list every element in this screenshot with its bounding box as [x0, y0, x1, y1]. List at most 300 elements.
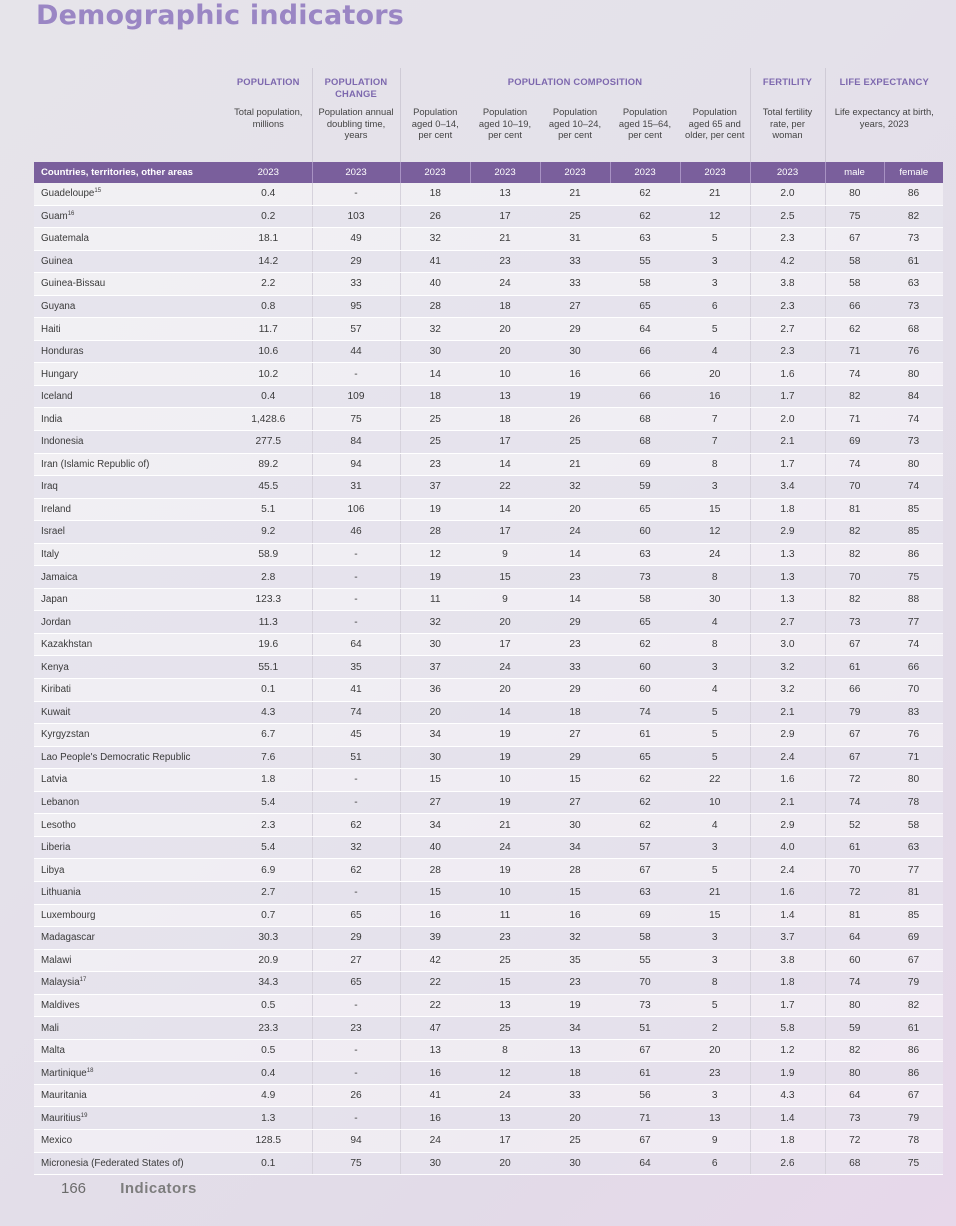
cell-aged-10-19: 13 — [470, 183, 540, 205]
footnote-marker: 16 — [67, 210, 75, 217]
cell-aged-10-24: 16 — [540, 363, 610, 386]
cell-life-expectancy-female: 67 — [884, 949, 943, 972]
table-row — [34, 611, 943, 634]
cell-life-expectancy-female: 74 — [884, 476, 943, 499]
cell-life-expectancy-female: 66 — [884, 656, 943, 679]
group-header-fertility: FERTILITY — [750, 68, 825, 102]
country-name: Lesotho — [41, 819, 76, 831]
cell-aged-15-64: 51 — [610, 1017, 680, 1040]
cell-aged-10-19: 19 — [470, 791, 540, 814]
cell-aged-65: 5 — [680, 859, 750, 882]
cell-aged-15-64: 58 — [610, 588, 680, 611]
cell-life-expectancy-male: 82 — [825, 521, 884, 544]
cell-doubling-time: 74 — [312, 701, 400, 724]
cell-aged-10-19: 22 — [470, 476, 540, 499]
group-header-row — [34, 68, 943, 102]
cell-country — [34, 836, 225, 859]
cell-fertility-rate: 1.3 — [750, 566, 825, 589]
cell-aged-10-19: 24 — [470, 836, 540, 859]
cell-doubling-time: 75 — [312, 1152, 400, 1175]
cell-aged-10-24: 29 — [540, 318, 610, 341]
cell-fertility-rate: 2.9 — [750, 521, 825, 544]
cell-total-population: 19.6 — [225, 633, 312, 656]
cell-aged-10-19: 23 — [470, 250, 540, 273]
cell-doubling-time: - — [312, 183, 400, 205]
country-name: Iceland — [41, 391, 73, 403]
cell-life-expectancy-male: 82 — [825, 385, 884, 408]
cell-life-expectancy-female: 77 — [884, 859, 943, 882]
cell-aged-10-19: 13 — [470, 994, 540, 1017]
cell-country — [34, 431, 225, 454]
cell-life-expectancy-female: 80 — [884, 363, 943, 386]
cell-aged-10-19: 19 — [470, 859, 540, 882]
cell-life-expectancy-female: 81 — [884, 881, 943, 904]
cell-aged-15-64: 65 — [610, 746, 680, 769]
footnote-marker: 15 — [94, 188, 102, 195]
cell-aged-65: 3 — [680, 656, 750, 679]
table-row — [34, 949, 943, 972]
cell-country — [34, 521, 225, 544]
cell-country — [34, 1152, 225, 1175]
cell-aged-65: 8 — [680, 633, 750, 656]
cell-aged-0-14: 25 — [400, 431, 470, 454]
cell-aged-0-14: 28 — [400, 521, 470, 544]
cell-aged-0-14: 32 — [400, 318, 470, 341]
country-name: Iraq — [41, 481, 58, 493]
cell-life-expectancy-female: 86 — [884, 1039, 943, 1062]
cell-life-expectancy-female: 83 — [884, 701, 943, 724]
cell-aged-10-19: 10 — [470, 363, 540, 386]
country-name: Mauritius — [41, 1112, 81, 1124]
cell-life-expectancy-male: 81 — [825, 498, 884, 521]
cell-total-population: 6.7 — [225, 724, 312, 747]
country-name: Malta — [41, 1045, 65, 1057]
cell-aged-10-19: 17 — [470, 633, 540, 656]
cell-life-expectancy-male: 67 — [825, 746, 884, 769]
cell-aged-0-14: 15 — [400, 769, 470, 792]
cell-life-expectancy-male: 73 — [825, 1107, 884, 1130]
cell-life-expectancy-male: 66 — [825, 295, 884, 318]
header-year-fertility: 2023 — [750, 162, 825, 183]
cell-aged-65: 21 — [680, 183, 750, 205]
cell-aged-0-14: 30 — [400, 633, 470, 656]
cell-aged-10-19: 21 — [470, 814, 540, 837]
country-name: Haiti — [41, 323, 61, 335]
cell-life-expectancy-female: 74 — [884, 633, 943, 656]
cell-aged-15-64: 58 — [610, 273, 680, 296]
cell-aged-65: 23 — [680, 1062, 750, 1085]
cell-total-population: 10.2 — [225, 363, 312, 386]
cell-aged-15-64: 66 — [610, 385, 680, 408]
cell-aged-10-19: 10 — [470, 769, 540, 792]
cell-life-expectancy-male: 68 — [825, 1152, 884, 1175]
header-year-aged-10-24: 2023 — [540, 162, 610, 183]
cell-aged-0-14: 15 — [400, 881, 470, 904]
cell-aged-65: 3 — [680, 836, 750, 859]
cell-aged-0-14: 12 — [400, 543, 470, 566]
group-header-blank — [34, 68, 225, 102]
cell-life-expectancy-female: 82 — [884, 205, 943, 228]
country-name: Mexico — [41, 1135, 73, 1147]
cell-aged-15-64: 65 — [610, 498, 680, 521]
table-row — [34, 340, 943, 363]
cell-aged-15-64: 62 — [610, 633, 680, 656]
cell-aged-10-24: 24 — [540, 521, 610, 544]
cell-fertility-rate: 3.8 — [750, 273, 825, 296]
cell-life-expectancy-male: 80 — [825, 1062, 884, 1085]
cell-total-population: 4.3 — [225, 701, 312, 724]
cell-doubling-time: 32 — [312, 836, 400, 859]
cell-life-expectancy-male: 64 — [825, 927, 884, 950]
cell-aged-65: 30 — [680, 588, 750, 611]
cell-aged-65: 6 — [680, 295, 750, 318]
cell-doubling-time: 62 — [312, 859, 400, 882]
cell-aged-10-19: 17 — [470, 1129, 540, 1152]
country-name: Italy — [41, 549, 59, 561]
cell-aged-15-64: 67 — [610, 859, 680, 882]
cell-total-population: 89.2 — [225, 453, 312, 476]
country-name: Malaysia — [41, 977, 80, 989]
cell-aged-10-19: 8 — [470, 1039, 540, 1062]
table-row — [34, 1062, 943, 1085]
cell-aged-10-24: 35 — [540, 949, 610, 972]
cell-aged-15-64: 59 — [610, 476, 680, 499]
country-name: Martinique — [41, 1067, 87, 1079]
cell-aged-10-24: 27 — [540, 295, 610, 318]
cell-fertility-rate: 1.7 — [750, 994, 825, 1017]
cell-fertility-rate: 4.3 — [750, 1084, 825, 1107]
cell-life-expectancy-male: 67 — [825, 633, 884, 656]
table-row — [34, 836, 943, 859]
cell-country — [34, 1062, 225, 1085]
header-year-doubling-time: 2023 — [312, 162, 400, 183]
cell-aged-0-14: 22 — [400, 972, 470, 995]
cell-aged-10-19: 14 — [470, 453, 540, 476]
cell-life-expectancy-female: 73 — [884, 228, 943, 251]
header-year-population: 2023 — [225, 162, 312, 183]
cell-life-expectancy-male: 75 — [825, 205, 884, 228]
cell-life-expectancy-male: 74 — [825, 363, 884, 386]
cell-aged-65: 5 — [680, 701, 750, 724]
cell-life-expectancy-female: 63 — [884, 836, 943, 859]
cell-life-expectancy-male: 72 — [825, 1129, 884, 1152]
cell-life-expectancy-female: 82 — [884, 994, 943, 1017]
country-name: Kyrgyzstan — [41, 729, 90, 741]
cell-doubling-time: - — [312, 769, 400, 792]
cell-fertility-rate: 2.9 — [750, 814, 825, 837]
demographic-indicators-table — [34, 68, 943, 1175]
cell-fertility-rate: 1.8 — [750, 972, 825, 995]
cell-aged-0-14: 19 — [400, 566, 470, 589]
header-year-aged-10-19: 2023 — [470, 162, 540, 183]
cell-aged-65: 3 — [680, 949, 750, 972]
cell-aged-10-24: 29 — [540, 679, 610, 702]
cell-aged-65: 5 — [680, 994, 750, 1017]
cell-doubling-time: - — [312, 543, 400, 566]
cell-aged-0-14: 32 — [400, 228, 470, 251]
cell-aged-15-64: 63 — [610, 881, 680, 904]
table-row — [34, 1039, 943, 1062]
table-row — [34, 1152, 943, 1175]
country-name: Kazakhstan — [41, 639, 93, 651]
table-row — [34, 498, 943, 521]
column-description-total-population: Total population, millions — [234, 106, 303, 129]
cell-aged-10-19: 13 — [470, 385, 540, 408]
cell-fertility-rate: 2.3 — [750, 340, 825, 363]
cell-aged-10-24: 30 — [540, 814, 610, 837]
country-name: Lithuania — [41, 887, 81, 899]
cell-total-population: 18.1 — [225, 228, 312, 251]
cell-aged-65: 15 — [680, 498, 750, 521]
cell-total-population: 5.4 — [225, 791, 312, 814]
cell-country — [34, 859, 225, 882]
cell-aged-15-64: 66 — [610, 340, 680, 363]
cell-aged-10-24: 21 — [540, 453, 610, 476]
cell-doubling-time: 35 — [312, 656, 400, 679]
cell-aged-0-14: 34 — [400, 814, 470, 837]
cell-life-expectancy-male: 70 — [825, 566, 884, 589]
cell-aged-15-64: 62 — [610, 814, 680, 837]
table-row — [34, 273, 943, 296]
cell-aged-10-19: 20 — [470, 318, 540, 341]
cell-aged-15-64: 55 — [610, 949, 680, 972]
cell-total-population: 277.5 — [225, 431, 312, 454]
page-title: Demographic indicators — [36, 0, 405, 31]
header-countries: Countries, territories, other areas — [34, 162, 225, 183]
cell-country — [34, 1107, 225, 1130]
cell-aged-65: 5 — [680, 724, 750, 747]
cell-country — [34, 927, 225, 950]
column-description-aged-10-24: Population aged 10–24, per cent — [548, 106, 602, 140]
cell-life-expectancy-male: 60 — [825, 949, 884, 972]
cell-total-population: 0.7 — [225, 904, 312, 927]
table-row — [34, 543, 943, 566]
cell-aged-65: 5 — [680, 746, 750, 769]
country-name: Malawi — [41, 954, 72, 966]
cell-life-expectancy-female: 84 — [884, 385, 943, 408]
cell-fertility-rate: 1.6 — [750, 769, 825, 792]
table-row — [34, 250, 943, 273]
country-name: Micronesia (Federated States of) — [41, 1157, 184, 1169]
cell-life-expectancy-male: 74 — [825, 453, 884, 476]
cell-fertility-rate: 3.2 — [750, 656, 825, 679]
table-row — [34, 679, 943, 702]
cell-doubling-time: 64 — [312, 633, 400, 656]
table-row — [34, 814, 943, 837]
cell-doubling-time: 62 — [312, 814, 400, 837]
cell-aged-10-24: 33 — [540, 1084, 610, 1107]
cell-aged-65: 4 — [680, 611, 750, 634]
country-name: Guinea-Bissau — [41, 278, 106, 290]
cell-doubling-time: - — [312, 881, 400, 904]
cell-aged-65: 7 — [680, 431, 750, 454]
cell-doubling-time: 29 — [312, 250, 400, 273]
cell-aged-0-14: 18 — [400, 385, 470, 408]
country-name: Lao People's Democratic Republic — [41, 751, 191, 763]
column-description-aged-10-19: Population aged 10–19, per cent — [478, 106, 532, 140]
cell-total-population: 5.1 — [225, 498, 312, 521]
cell-aged-10-24: 33 — [540, 656, 610, 679]
cell-life-expectancy-male: 59 — [825, 1017, 884, 1040]
country-name: Lebanon — [41, 797, 80, 809]
cell-country — [34, 949, 225, 972]
country-name: India — [41, 413, 63, 425]
cell-country — [34, 363, 225, 386]
cell-life-expectancy-male: 58 — [825, 250, 884, 273]
cell-aged-10-24: 30 — [540, 1152, 610, 1175]
cell-aged-0-14: 41 — [400, 250, 470, 273]
cell-aged-15-64: 60 — [610, 656, 680, 679]
cell-doubling-time: 46 — [312, 521, 400, 544]
cell-fertility-rate: 3.7 — [750, 927, 825, 950]
cell-aged-10-24: 19 — [540, 385, 610, 408]
group-header-population: POPULATION — [236, 76, 300, 87]
cell-country — [34, 791, 225, 814]
cell-aged-65: 8 — [680, 972, 750, 995]
cell-doubling-time: - — [312, 1062, 400, 1085]
cell-doubling-time: - — [312, 566, 400, 589]
cell-total-population: 2.3 — [225, 814, 312, 837]
country-name: Mali — [41, 1022, 59, 1034]
cell-aged-10-19: 18 — [470, 295, 540, 318]
cell-aged-15-64: 55 — [610, 250, 680, 273]
cell-life-expectancy-female: 86 — [884, 543, 943, 566]
cell-aged-0-14: 19 — [400, 498, 470, 521]
cell-country — [34, 814, 225, 837]
table-row — [34, 881, 943, 904]
cell-life-expectancy-male: 71 — [825, 340, 884, 363]
cell-aged-65: 10 — [680, 791, 750, 814]
cell-life-expectancy-male: 82 — [825, 543, 884, 566]
cell-country — [34, 183, 225, 205]
country-name: Honduras — [41, 346, 84, 358]
cell-aged-10-19: 17 — [470, 205, 540, 228]
cell-aged-10-19: 21 — [470, 228, 540, 251]
cell-doubling-time: 65 — [312, 904, 400, 927]
cell-aged-15-64: 73 — [610, 994, 680, 1017]
cell-aged-10-19: 15 — [470, 972, 540, 995]
cell-life-expectancy-male: 80 — [825, 994, 884, 1017]
cell-aged-10-24: 34 — [540, 836, 610, 859]
cell-aged-0-14: 11 — [400, 588, 470, 611]
country-name: Kiribati — [41, 684, 71, 696]
column-description-aged-0-14: Population aged 0–14, per cent — [400, 102, 470, 162]
footnote-marker: 19 — [80, 1112, 88, 1119]
cell-aged-15-64: 64 — [610, 318, 680, 341]
table-row — [34, 972, 943, 995]
cell-doubling-time: - — [312, 994, 400, 1017]
cell-fertility-rate: 2.7 — [750, 611, 825, 634]
cell-aged-10-19: 14 — [470, 701, 540, 724]
table-body — [34, 183, 943, 1175]
cell-life-expectancy-male: 67 — [825, 724, 884, 747]
table-row — [34, 588, 943, 611]
country-name: Latvia — [41, 774, 68, 786]
cell-aged-10-19: 17 — [470, 431, 540, 454]
cell-aged-65: 7 — [680, 408, 750, 431]
cell-aged-10-19: 13 — [470, 1107, 540, 1130]
cell-aged-10-24: 26 — [540, 408, 610, 431]
cell-aged-10-19: 25 — [470, 949, 540, 972]
cell-aged-0-14: 30 — [400, 340, 470, 363]
cell-total-population: 11.3 — [225, 611, 312, 634]
cell-aged-10-24: 32 — [540, 476, 610, 499]
cell-life-expectancy-female: 69 — [884, 927, 943, 950]
cell-fertility-rate: 1.8 — [750, 1129, 825, 1152]
cell-doubling-time: 57 — [312, 318, 400, 341]
cell-aged-15-64: 62 — [610, 205, 680, 228]
cell-life-expectancy-female: 73 — [884, 295, 943, 318]
country-name: Madagascar — [41, 932, 95, 944]
cell-aged-0-14: 32 — [400, 611, 470, 634]
section-name: Indicators — [120, 1180, 197, 1197]
cell-life-expectancy-male: 82 — [825, 588, 884, 611]
cell-aged-0-14: 40 — [400, 273, 470, 296]
cell-aged-10-24: 20 — [540, 498, 610, 521]
cell-aged-65: 4 — [680, 814, 750, 837]
cell-life-expectancy-female: 75 — [884, 566, 943, 589]
table-row — [34, 363, 943, 386]
cell-country — [34, 385, 225, 408]
indicators-table-container — [34, 68, 939, 1175]
cell-fertility-rate: 2.7 — [750, 318, 825, 341]
cell-aged-10-19: 24 — [470, 1084, 540, 1107]
cell-doubling-time: 65 — [312, 972, 400, 995]
cell-life-expectancy-male: 71 — [825, 408, 884, 431]
cell-life-expectancy-female: 68 — [884, 318, 943, 341]
table-row — [34, 859, 943, 882]
country-name: Indonesia — [41, 436, 84, 448]
cell-aged-65: 5 — [680, 228, 750, 251]
cell-doubling-time: - — [312, 1039, 400, 1062]
cell-life-expectancy-male: 70 — [825, 859, 884, 882]
cell-fertility-rate: 1.6 — [750, 363, 825, 386]
cell-aged-65: 12 — [680, 205, 750, 228]
cell-aged-65: 21 — [680, 881, 750, 904]
cell-country — [34, 972, 225, 995]
cell-aged-10-24: 27 — [540, 724, 610, 747]
cell-fertility-rate: 1.4 — [750, 904, 825, 927]
cell-total-population: 1.8 — [225, 769, 312, 792]
cell-fertility-rate: 2.1 — [750, 701, 825, 724]
cell-aged-0-14: 26 — [400, 205, 470, 228]
cell-total-population: 0.1 — [225, 1152, 312, 1175]
cell-country — [34, 1129, 225, 1152]
cell-total-population: 0.1 — [225, 679, 312, 702]
cell-aged-0-14: 37 — [400, 476, 470, 499]
cell-doubling-time: 26 — [312, 1084, 400, 1107]
cell-total-population: 128.5 — [225, 1129, 312, 1152]
cell-life-expectancy-female: 61 — [884, 1017, 943, 1040]
cell-fertility-rate: 5.8 — [750, 1017, 825, 1040]
group-header-population-change: POPULATION CHANGE — [312, 68, 400, 102]
cell-life-expectancy-male: 64 — [825, 1084, 884, 1107]
cell-aged-10-24: 15 — [540, 881, 610, 904]
cell-aged-10-19: 10 — [470, 881, 540, 904]
cell-life-expectancy-male: 82 — [825, 1039, 884, 1062]
cell-aged-10-19: 9 — [470, 543, 540, 566]
country-name: Luxembourg — [41, 909, 96, 921]
page-footer — [61, 1180, 197, 1197]
table-row — [34, 521, 943, 544]
cell-total-population: 2.2 — [225, 273, 312, 296]
cell-life-expectancy-female: 74 — [884, 408, 943, 431]
cell-life-expectancy-female: 76 — [884, 340, 943, 363]
table-row — [34, 904, 943, 927]
cell-aged-65: 3 — [680, 927, 750, 950]
cell-aged-15-64: 61 — [610, 1062, 680, 1085]
cell-doubling-time: 94 — [312, 1129, 400, 1152]
